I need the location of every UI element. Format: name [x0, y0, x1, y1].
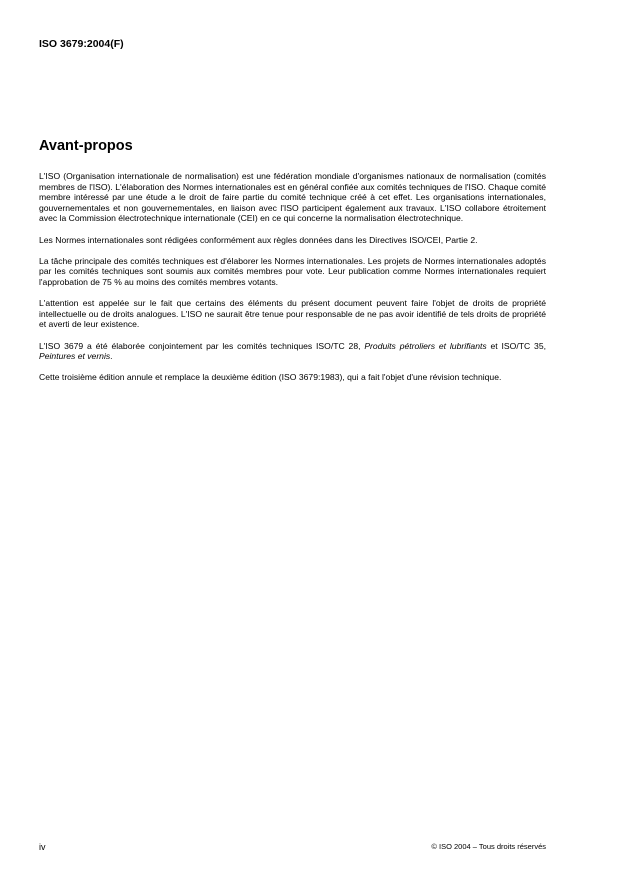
committee-tc35-title: Peintures et vernis [39, 351, 111, 362]
preparation-text-1: L'ISO 3679 a été élaborée conjointement par les comités techniques ISO/TC 28, [39, 340, 365, 351]
document-id: ISO 3679:2004(F) [39, 38, 124, 50]
page-title: Avant-propos [39, 138, 133, 154]
preparation-text-3: . [110, 351, 113, 362]
preparation-text-2: et ISO/TC 35, [486, 340, 546, 351]
foreword-body [39, 171, 546, 393]
paragraph-preparation [39, 341, 546, 362]
committee-tc28-title: Produits pétroliers et lubrifiants [364, 340, 487, 351]
page-number: iv [39, 842, 46, 852]
paragraph-patent-rights: L'attention est appelée sur le fait que certains des éléments du présent document peuvent faire l'objet de droits de propriété intellectuelle ou de droits analogues. L'ISO ne saurait être tenue pour responsable de ne pas avoir identifié de tels droits de propriété et averti de leur existence. [39, 298, 546, 330]
copyright-notice: © ISO 2004 – Tous droits réservés [431, 842, 546, 851]
paragraph-directives: Les Normes internationales sont rédigées conformément aux règles données dans les Directives ISO/CEI, Partie 2. [39, 234, 478, 245]
paragraph-edition: Cette troisième édition annule et remplace la deuxième édition (ISO 3679:1983), qui a fait l'objet d'une révision technique. [39, 372, 502, 383]
paragraph-iso-organisation: L'ISO (Organisation internationale de normalisation) est une fédération mondiale d'organismes nationaux de normalisation (comités membres de l'ISO). L'élaboration des Normes internationales est en général confiée aux comités techniques de l'ISO. Chaque comité membre intéressé par une étude a le droit de faire partie du comité technique créé à cet effet. Les organisations internationales, gouvernementales et non gouvernementales, en liaison avec l'ISO participent également aux travaux. L'ISO collabore étroitement avec la Commission électrotechnique internationale (CEI) en ce qui concerne la normalisation électrotechnique. [39, 171, 546, 224]
paragraph-technical-committees: La tâche principale des comités techniques est d'élaborer les Normes internationales. Les projets de Normes internationales adoptés par les comités techniques sont soumis aux comités membres pour vote. Leur publication comme Normes internationales requiert l'approbation de 75 % au moins des comités membres votants. [39, 255, 546, 287]
